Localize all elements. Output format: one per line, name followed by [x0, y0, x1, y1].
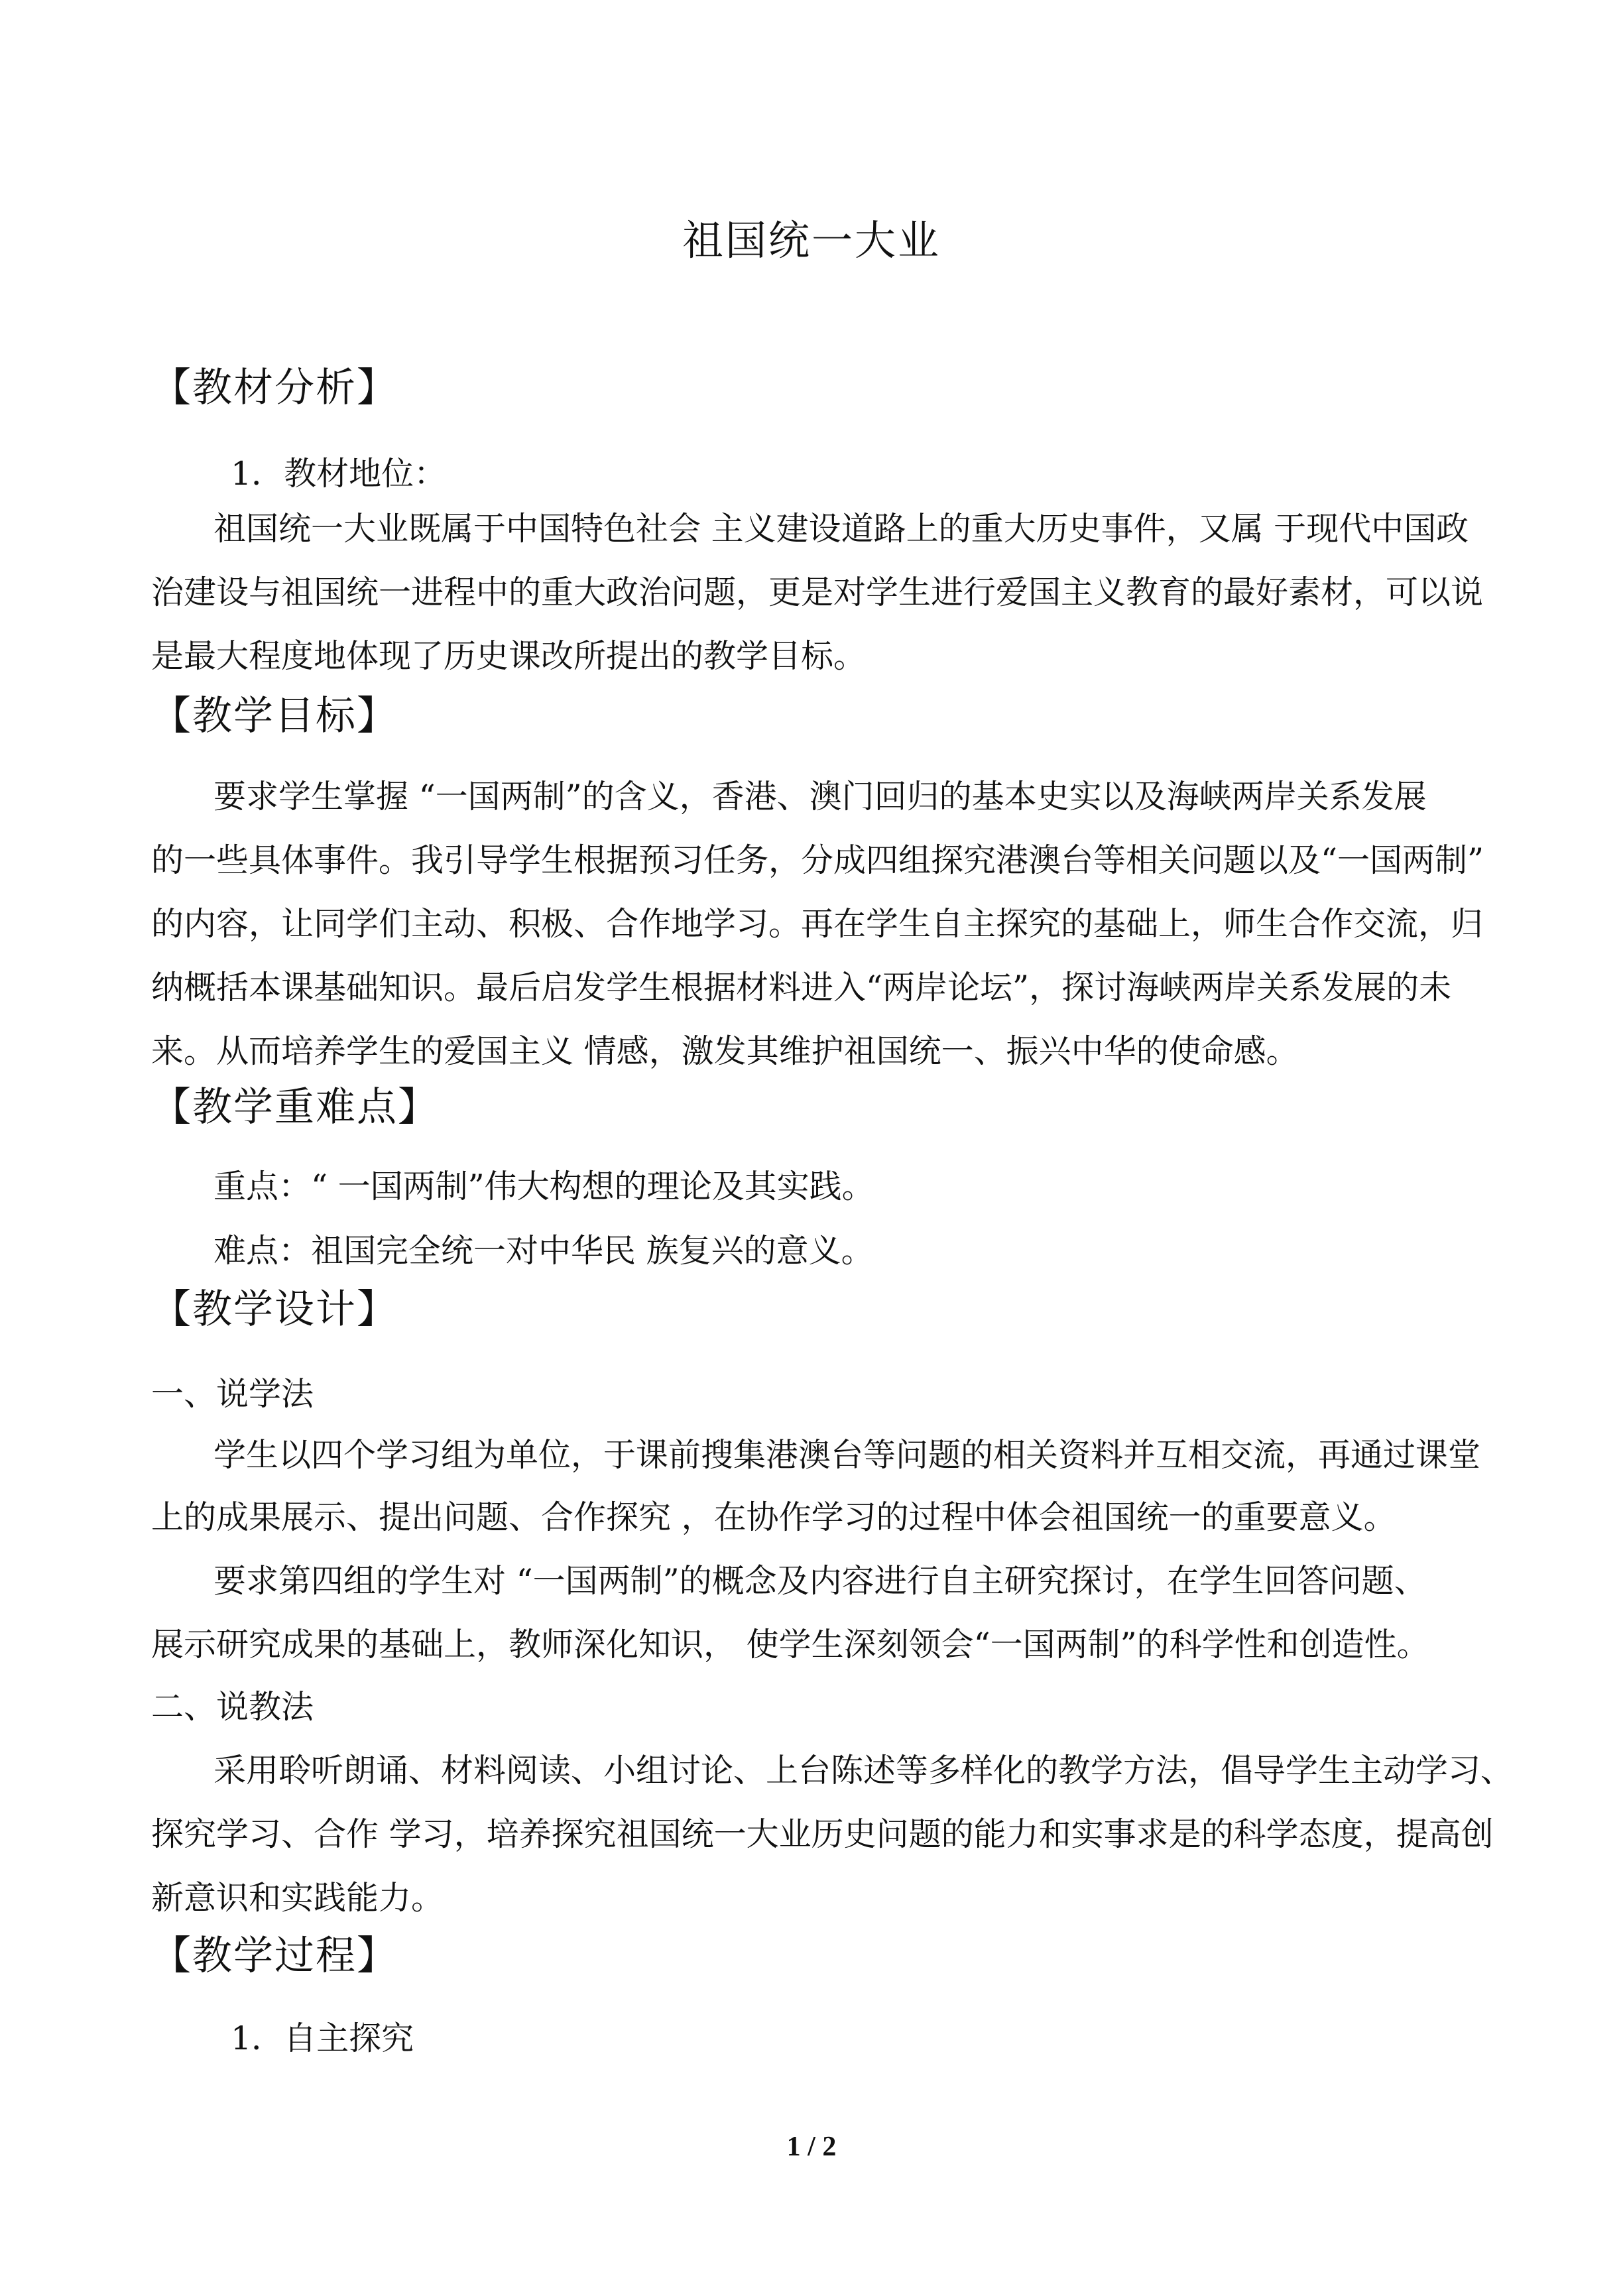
- section-heading-goals: 【教学目标】: [151, 693, 398, 739]
- section-heading-process: 【教学过程】: [151, 1933, 398, 1979]
- paragraph-line: 要求学生掌握 “一国两制”的含义，香港、澳门回归的基本史实以及海峡两岸关系发展: [213, 778, 1427, 816]
- paragraph-line: 的内容，让同学们主动、积极、合作地学习。再在学生自主探究的基础上，师生合作交流，归: [151, 905, 1484, 943]
- section-heading-key-points: 【教学重难点】: [151, 1084, 439, 1130]
- paragraph-line: 展示研究成果的基础上，教师深化知识， 使学生深刻领会“一国两制”的科学性和创造性。: [151, 1626, 1429, 1663]
- process-item-label: 1．自主探究: [231, 2020, 414, 2057]
- page-title: 祖国统一大业: [682, 216, 941, 265]
- paragraph-line: 治建设与祖国统一进程中的重大政治问题，更是对学生进行爱国主义教育的最好素材，可以说: [151, 574, 1484, 611]
- subsection-label: 二、说教法: [151, 1688, 314, 1726]
- paragraph-line: 是最大程度地体现了历史课改所提出的教学目标。: [151, 637, 867, 675]
- page-number: 1 / 2: [786, 2132, 837, 2162]
- section-heading-analysis: 【教材分析】: [151, 365, 398, 411]
- key-point-line: 重点：“ 一国两制”伟大构想的理论及其实践。: [213, 1168, 874, 1205]
- paragraph-line: 的一些具体事件。我引导学生根据预习任务，分成四组探究港澳台等相关问题以及“一国两制”: [151, 841, 1484, 879]
- paragraph-line: 学生以四个学习组为单位，于课前搜集港澳台等问题的相关资料并互相交流，再通过课堂: [213, 1436, 1481, 1474]
- paragraph-line: 上的成果展示、提出问题、合作探究 ，在协作学习的过程中体会祖国统一的重要意义。: [151, 1498, 1396, 1536]
- difficulty-line: 难点：祖国完全统一对中华民 族复兴的意义。: [213, 1232, 874, 1270]
- paragraph-line: 新意识和实践能力。: [151, 1879, 444, 1917]
- paragraph-line: 来。从而培养学生的爱国主义 情感，激发其维护祖国统一、振兴中华的使命感。: [151, 1032, 1299, 1070]
- analysis-item-label: 1．教材地位：: [231, 455, 447, 493]
- paragraph-line: 要求第四组的学生对 “一国两制”的概念及内容进行自主研究探讨，在学生回答问题、: [213, 1562, 1427, 1600]
- paragraph-line: 纳概括本课基础知识。最后启发学生根据材料进入“两岸论坛”，探讨海峡两岸关系发展的未: [151, 969, 1452, 1006]
- paragraph-line: 探究学习、合作 学习，培养探究祖国统一大业历史问题的能力和实事求是的科学态度，提高创: [151, 1815, 1494, 1853]
- section-heading-design: 【教学设计】: [151, 1286, 398, 1333]
- paragraph-line: 采用聆听朗诵、材料阅读、小组讨论、上台陈述等多样化的教学方法，倡导学生主动学习、: [213, 1752, 1514, 1789]
- paragraph-line: 祖国统一大业既属于中国特色社会 主义建设道路上的重大历史事件，又属 于现代中国政: [213, 510, 1469, 548]
- subsection-label: 一、说学法: [151, 1375, 314, 1413]
